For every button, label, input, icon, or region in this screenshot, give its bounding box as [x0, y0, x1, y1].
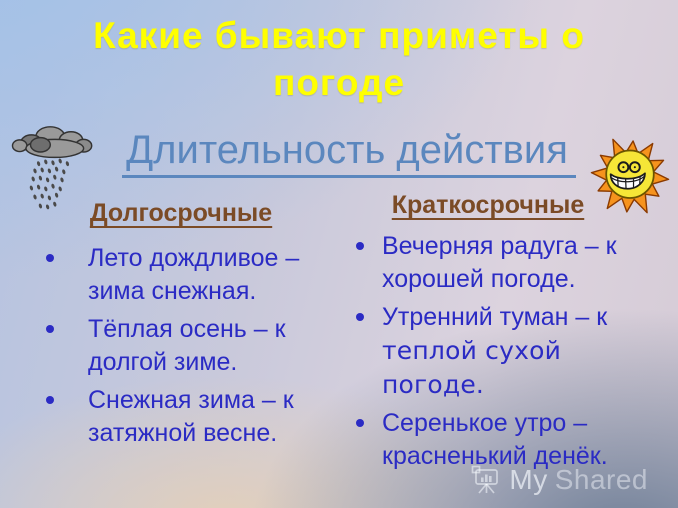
watermark-shared-label: Shared — [554, 464, 648, 495]
short-term-bullet-list — [348, 230, 664, 473]
column-long-term — [38, 198, 324, 455]
column-long-term-header: Долгосрочные — [89, 199, 273, 227]
column-short-term-header: Краткосрочные — [391, 191, 585, 219]
list-item — [356, 301, 664, 402]
watermark-my-label: My — [509, 464, 548, 495]
list-item — [46, 313, 324, 379]
bullet-icon — [46, 325, 54, 333]
list-item-text: Тёплая осень – к долгой зиме. — [88, 315, 286, 376]
list-item-text: Лето дождливое – зима снежная. — [88, 244, 300, 305]
list-item — [46, 384, 324, 450]
presentation-board-icon — [470, 464, 502, 496]
list-item — [46, 242, 324, 308]
list-item-text: Снежная зима – к затяжной весне. — [88, 386, 294, 447]
bullet-icon — [356, 313, 364, 321]
long-term-bullet-list — [38, 242, 324, 450]
list-item-text: Вечерняя радуга – к хорошей погоде. — [382, 232, 617, 293]
slide-title: Какие бывают приметы о погоде — [93, 15, 585, 103]
list-item-text: Серенькое утро – красненький денёк. — [382, 409, 608, 470]
bullet-icon — [356, 419, 364, 427]
column-short-term — [348, 190, 664, 478]
list-item-text-alt: теплой сухой погоде. — [382, 336, 562, 399]
myshared-watermark[interactable] — [470, 464, 648, 496]
bullet-icon — [356, 242, 364, 250]
bullet-icon — [46, 396, 54, 404]
bullet-icon — [46, 254, 54, 262]
subtitle-row — [0, 127, 678, 178]
list-item — [356, 230, 664, 296]
slide-subtitle: Длительность действия — [122, 127, 576, 178]
list-item-text: Утренний туман – к теплой сухой погоде. — [382, 303, 608, 399]
